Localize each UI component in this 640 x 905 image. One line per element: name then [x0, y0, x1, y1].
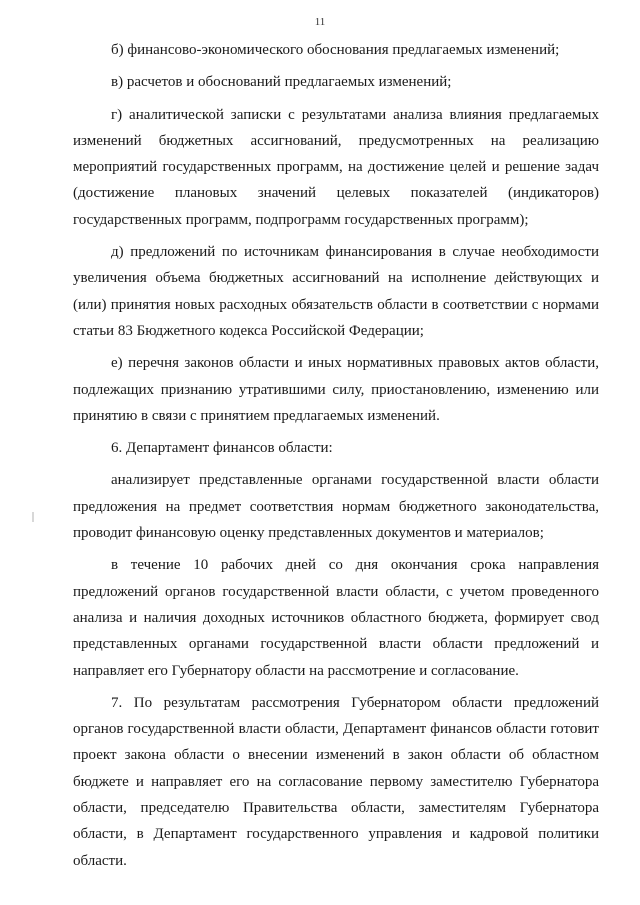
paragraph-item-v: в) расчетов и обоснований предлагаемых изменений;	[111, 74, 452, 91]
document-body	[73, 37, 599, 874]
paragraph-item-6: 6. Департамент финансов области:	[111, 440, 333, 457]
paragraph-item-7: 7. По результатам рассмотрения Губернатором области предложений органов государственной власти области, Департамент финансов области готовит проект закона области о внесении изменений в закон области об областном бюджете и направляет его на согласование первому заместителю Губернатора области, председателю Правительства области, заместителям Губернатора области, в Департамент государственного управления и кадровой политики области.	[73, 694, 599, 869]
paragraph-item-6-summary: в течение 10 рабочих дней со дня окончания срока направления предложений органов государственной власти области, с учетом проведенного анализа и наличия доходных источников областного бюджета, формирует свод представленных органами государственной власти области предложений и направляет его Губернатору области на рассмотрение и согласование.	[73, 557, 599, 679]
page-number: 11	[314, 16, 326, 28]
paragraph-item-g: г) аналитической записки с результатами анализа влияния предлагаемых изменений бюджетных ассигнований, предусмотренных на реализацию мероприятий государственных программ, на достижение целей и решение задач (достижение плановых значений целевых показателей (индикаторов) государственных программ, подпрограмм государственных программ);	[73, 106, 599, 228]
scan-artifact	[32, 512, 34, 522]
paragraph-item-e: е) перечня законов области и иных нормативных правовых актов области, подлежащих признанию утратившими силу, приостановлению, изменению или принятию в связи с принятием предлагаемых изменений.	[73, 355, 599, 424]
paragraph-item-6-analysis: анализирует представленные органами государственной власти области предложения на предмет соответствия нормам бюджетного законодательства, проводит финансовую оценку представленных документов и материалов;	[73, 472, 599, 542]
paragraph-item-d: д) предложений по источникам финансирования в случае необходимости увеличения объема бюджетных ассигнований на исполнение действующих и (или) принятия новых расходных обязательств области в соответствии с нормами статьи 83 Бюджетного кодекса Российской Федерации;	[73, 244, 599, 339]
paragraph-item-b: б) финансово-экономического обоснования предлагаемых изменений;	[111, 42, 560, 58]
